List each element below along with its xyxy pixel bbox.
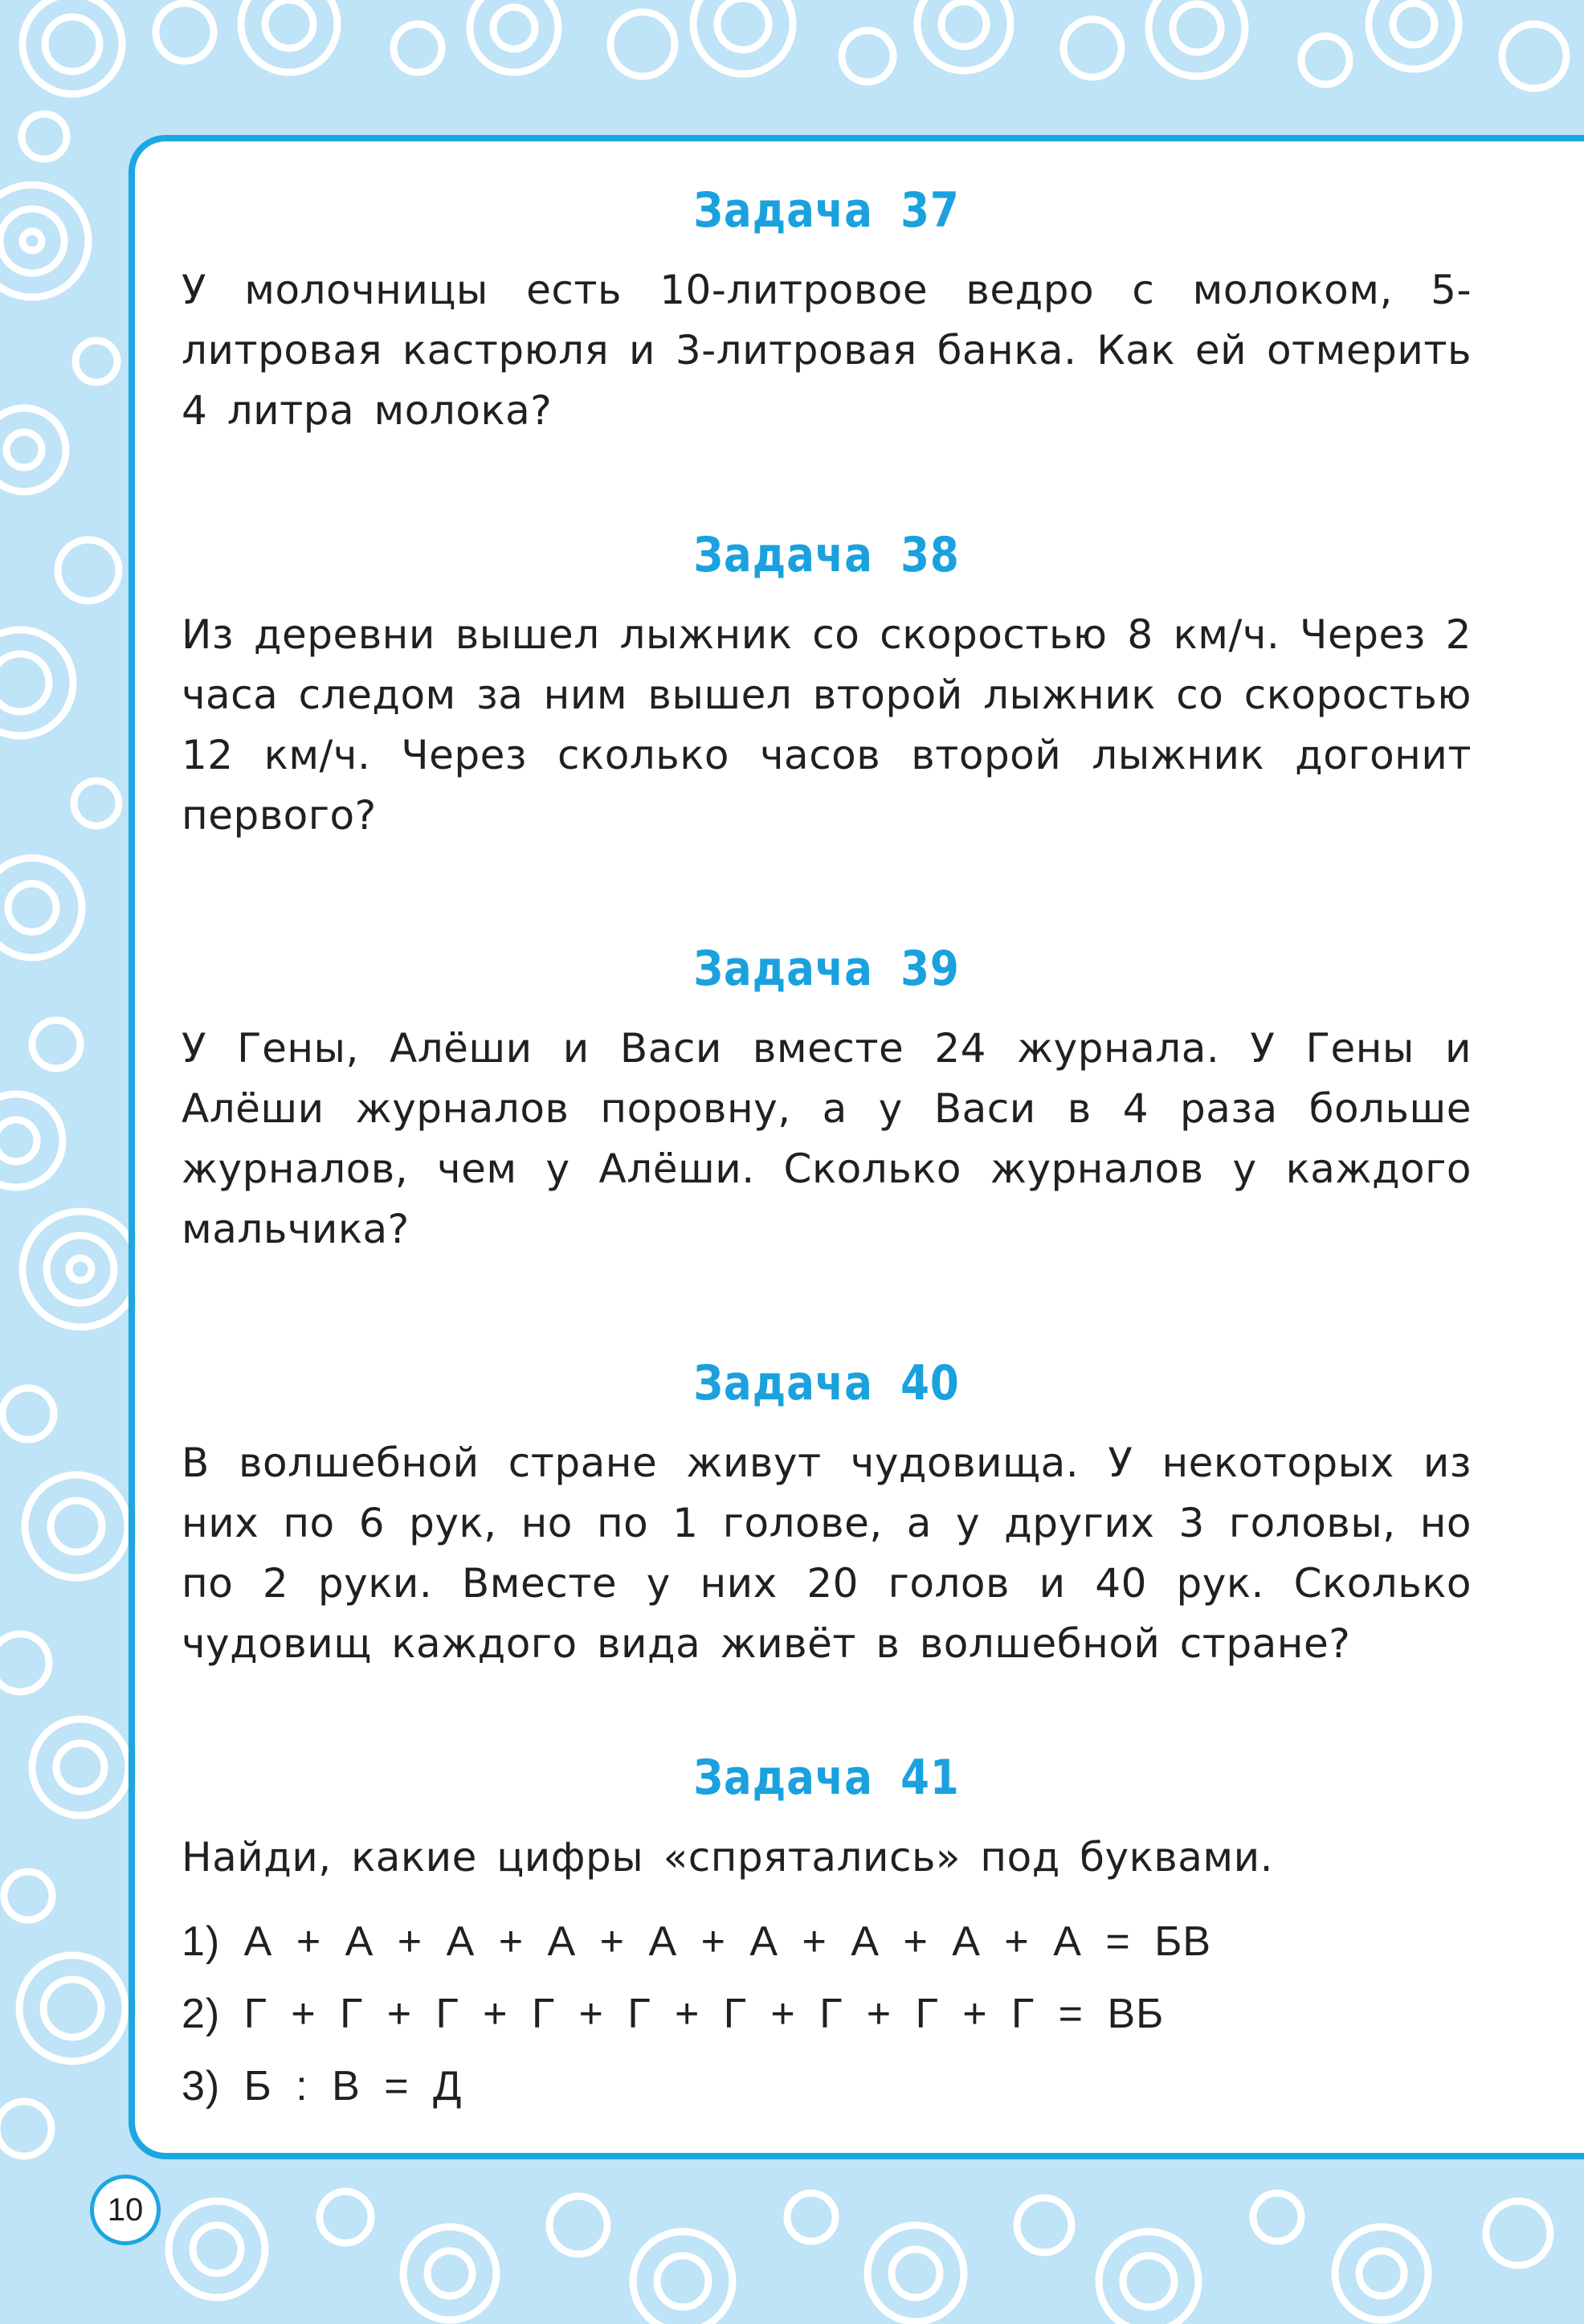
- task-text: Найди, какие цифры «спрятались» под буквами.: [182, 1834, 1273, 1881]
- task-39: [182, 940, 1472, 1260]
- equation-list: [182, 1905, 1472, 2122]
- task-title: Задача 37: [693, 182, 960, 239]
- task-text: В волшебной стране живут чудовища. У некоторых из них по 6 рук, но по 1 голове, а у других 3 головы, но по 2 руки. Вместе у них 20 голов и 40 рук. Сколько чудовищ каждого вида живёт в волшебной стране?: [182, 1440, 1472, 1667]
- page-number: 10: [90, 2175, 161, 2245]
- equation-3: 3) Б : В = Д: [182, 2063, 463, 2110]
- task-title: Задача 39: [693, 941, 960, 997]
- task-title: Задача 40: [693, 1355, 960, 1411]
- task-40: [182, 1354, 1472, 1674]
- task-38: [182, 526, 1472, 846]
- task-text: У молочницы есть 10-литровое ведро с молоком, 5-литровая кастрюля и 3-литровая банка. Как ей отмерить 4 литра молока?: [182, 267, 1472, 434]
- equation-1: 1) А + А + А + А + А + А + А + А + А = БВ: [182, 1918, 1211, 1965]
- task-text: У Гены, Алёши и Васи вместе 24 журнала. У Гены и Алёши журналов поровну, а у Васи в 4 раза больше журналов, чем у Алёши. Сколько журналов у каждого мальчика?: [182, 1025, 1472, 1252]
- task-text: Из деревни вышел лыжник со скоростью 8 км/ч. Через 2 часа следом за ним вышел второй лыжник со скоростью 12 км/ч. Через сколько часов второй лыжник догонит первого?: [182, 611, 1472, 839]
- task-title: Задача 38: [693, 527, 960, 583]
- task-37: [182, 182, 1472, 441]
- task-41: [182, 1749, 1472, 2122]
- equation-2: 2) Г + Г + Г + Г + Г + Г + Г + Г + Г = ВБ: [182, 1991, 1165, 2037]
- task-title: Задача 41: [693, 1750, 960, 1806]
